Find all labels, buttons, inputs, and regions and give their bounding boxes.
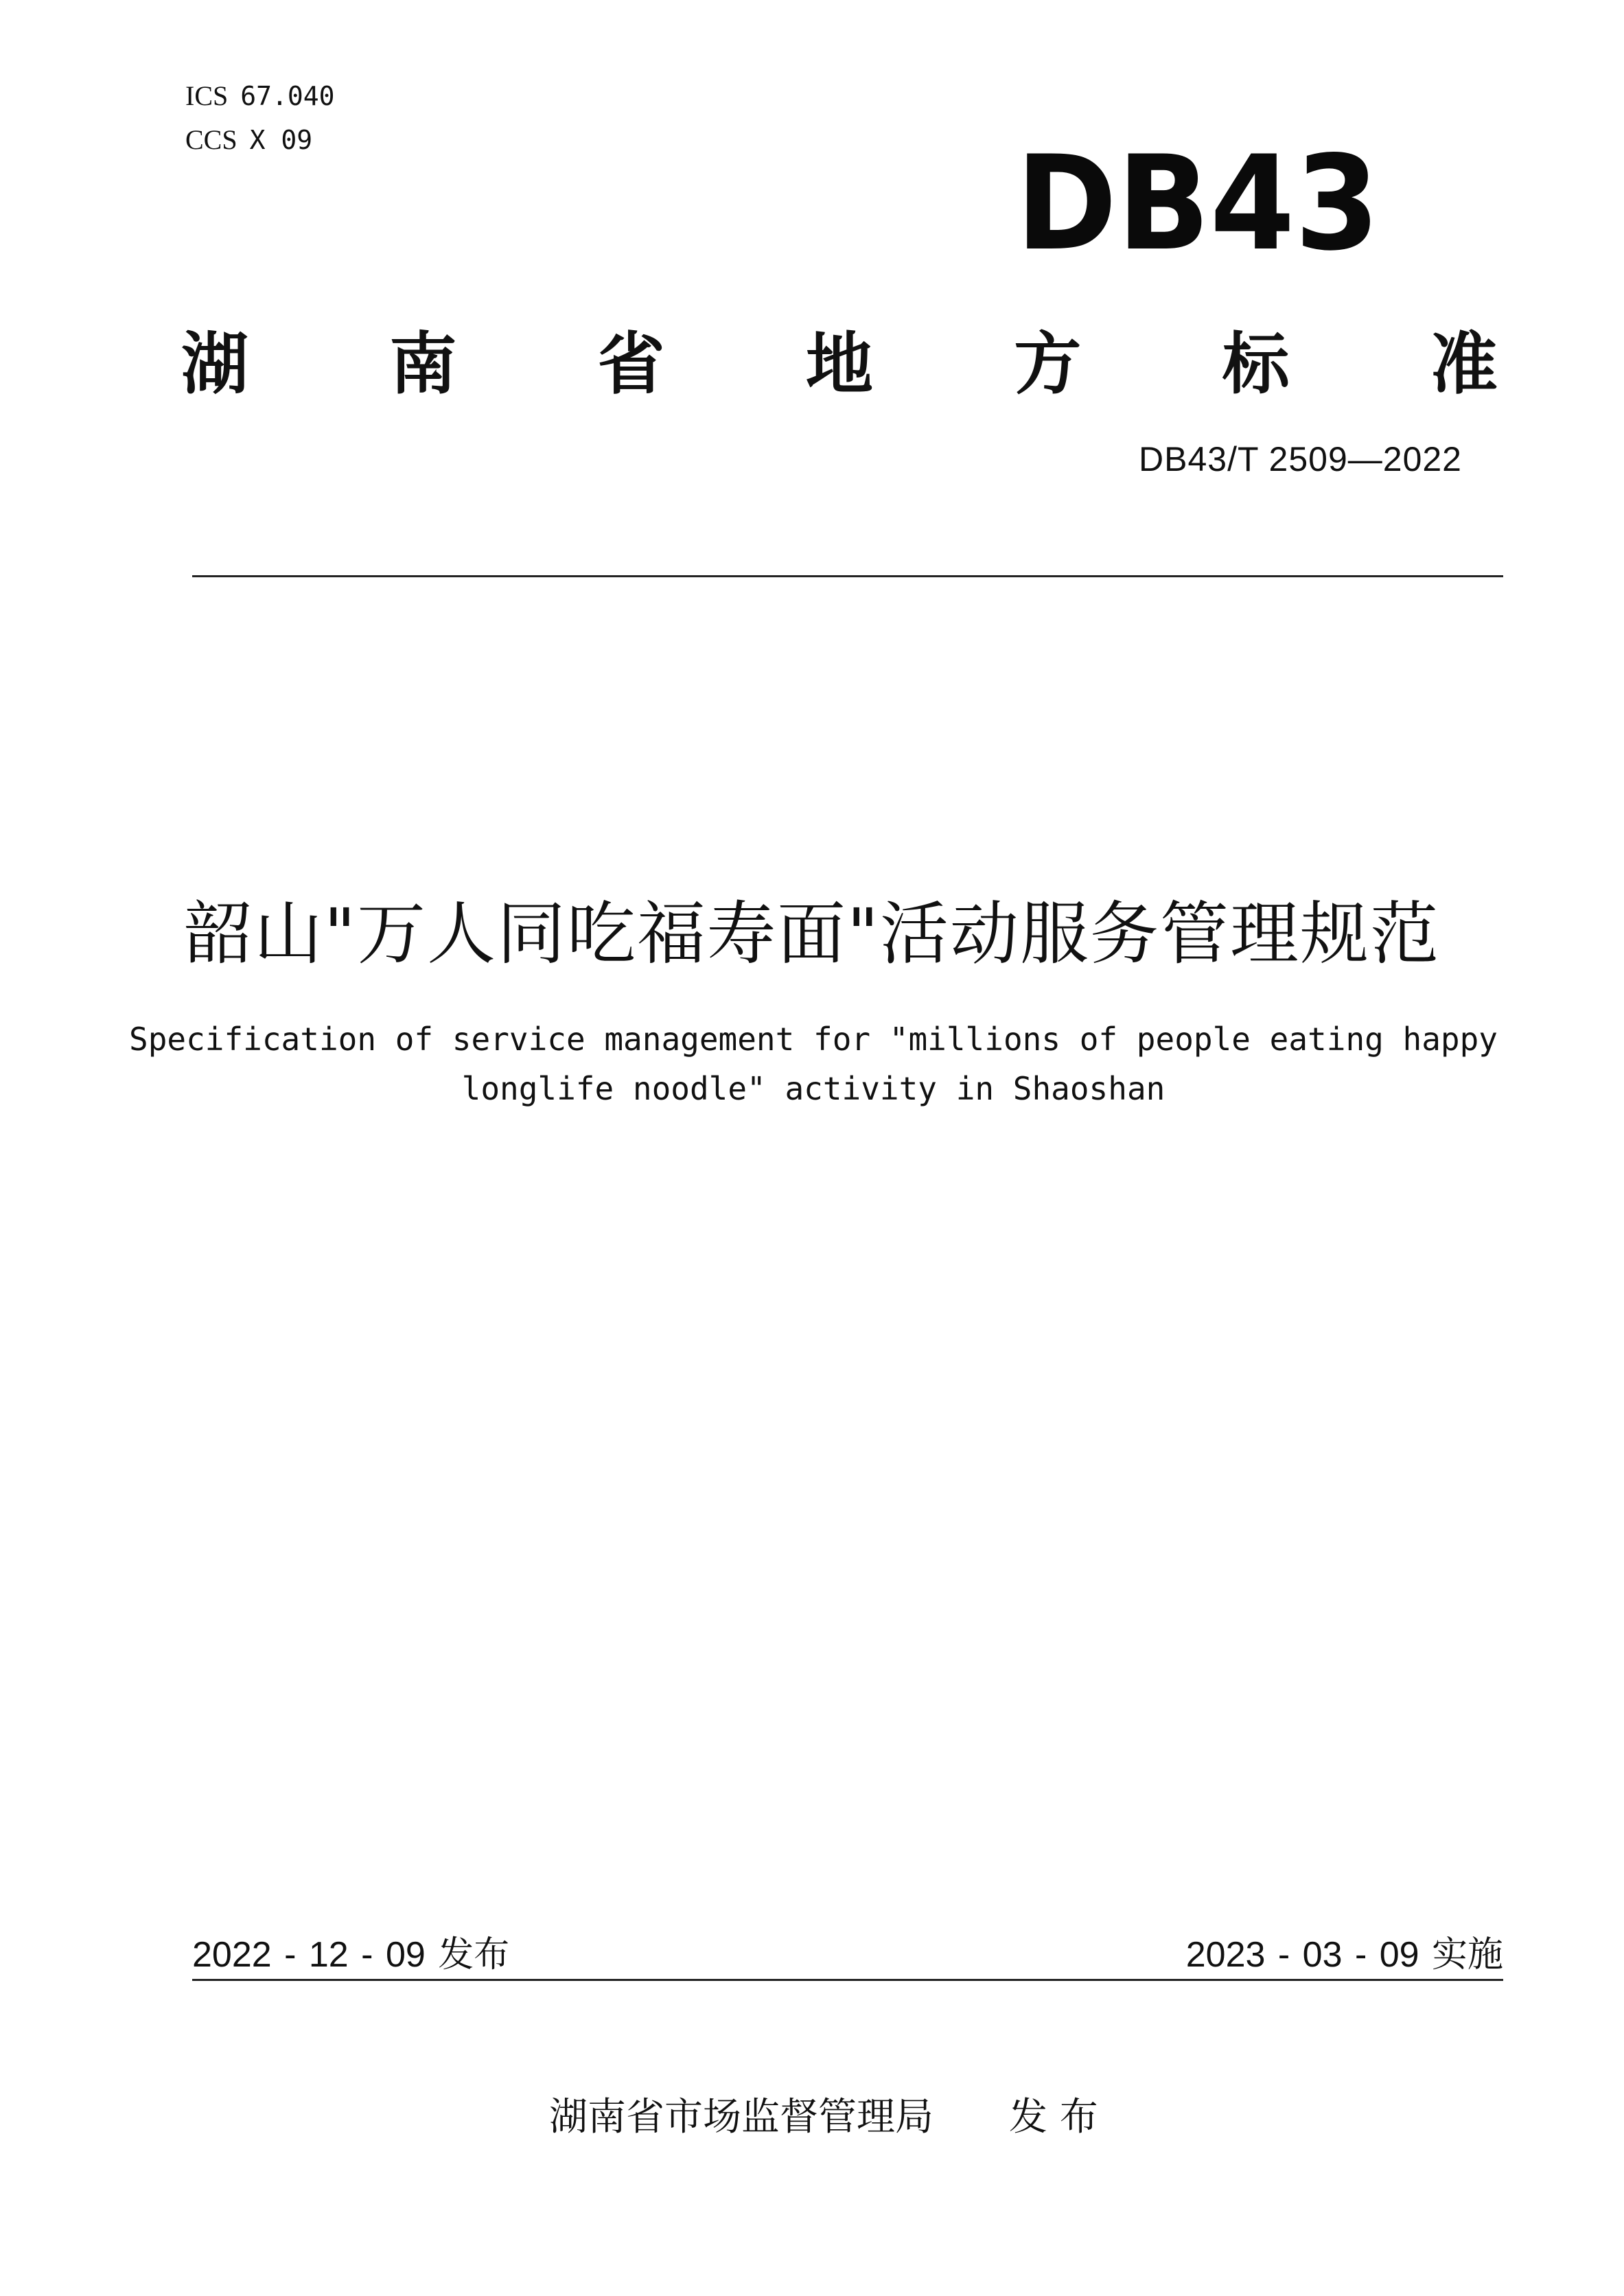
category-char-7: 准 bbox=[1430, 325, 1498, 404]
category-char-4: 地 bbox=[805, 325, 873, 404]
category-char-5: 方 bbox=[1014, 325, 1082, 404]
category-char-2: 南 bbox=[389, 325, 457, 404]
ics-code bbox=[185, 74, 347, 118]
ccs-label: CCS bbox=[185, 124, 237, 155]
title-chinese: 韶山"万人同吃福寿面"活动服务管理规范 bbox=[184, 894, 1440, 974]
standard-number: DB43/T 2509—2022 bbox=[1139, 440, 1462, 478]
standard-category bbox=[177, 310, 1502, 407]
category-char-6: 标 bbox=[1222, 325, 1290, 404]
issuer bbox=[549, 2087, 1098, 2142]
issuer-name: 湖南省市场监督管理局 bbox=[549, 2095, 933, 2140]
db43-logo-graphic bbox=[1016, 128, 1380, 279]
category-char-3: 省 bbox=[597, 325, 665, 404]
implementation-date: 2023 - 03 - 09 实施 bbox=[1185, 1935, 1503, 1975]
ccs-value: X 09 bbox=[249, 125, 313, 155]
issue-date: 2022 - 12 - 09 发布 bbox=[192, 1935, 510, 1975]
issuer-action: 发 布 bbox=[1009, 2095, 1098, 2140]
ccs-code bbox=[185, 118, 347, 162]
ics-label: ICS bbox=[185, 80, 229, 111]
title-english-line-1: Specification of service management for "millions of people eating happy bbox=[129, 1021, 1498, 1058]
bottom-divider bbox=[192, 1979, 1503, 1981]
ics-value: 67.040 bbox=[240, 81, 335, 111]
db43-logo-text: DB43 bbox=[1016, 128, 1380, 279]
classification-codes bbox=[185, 74, 347, 162]
title-english-line-2: longlife noodle" activity in Shaoshan bbox=[461, 1070, 1165, 1107]
top-divider bbox=[192, 575, 1503, 577]
db43-logo bbox=[1016, 128, 1380, 279]
category-char-1: 湖 bbox=[181, 325, 248, 404]
title-english bbox=[124, 1014, 1503, 1113]
